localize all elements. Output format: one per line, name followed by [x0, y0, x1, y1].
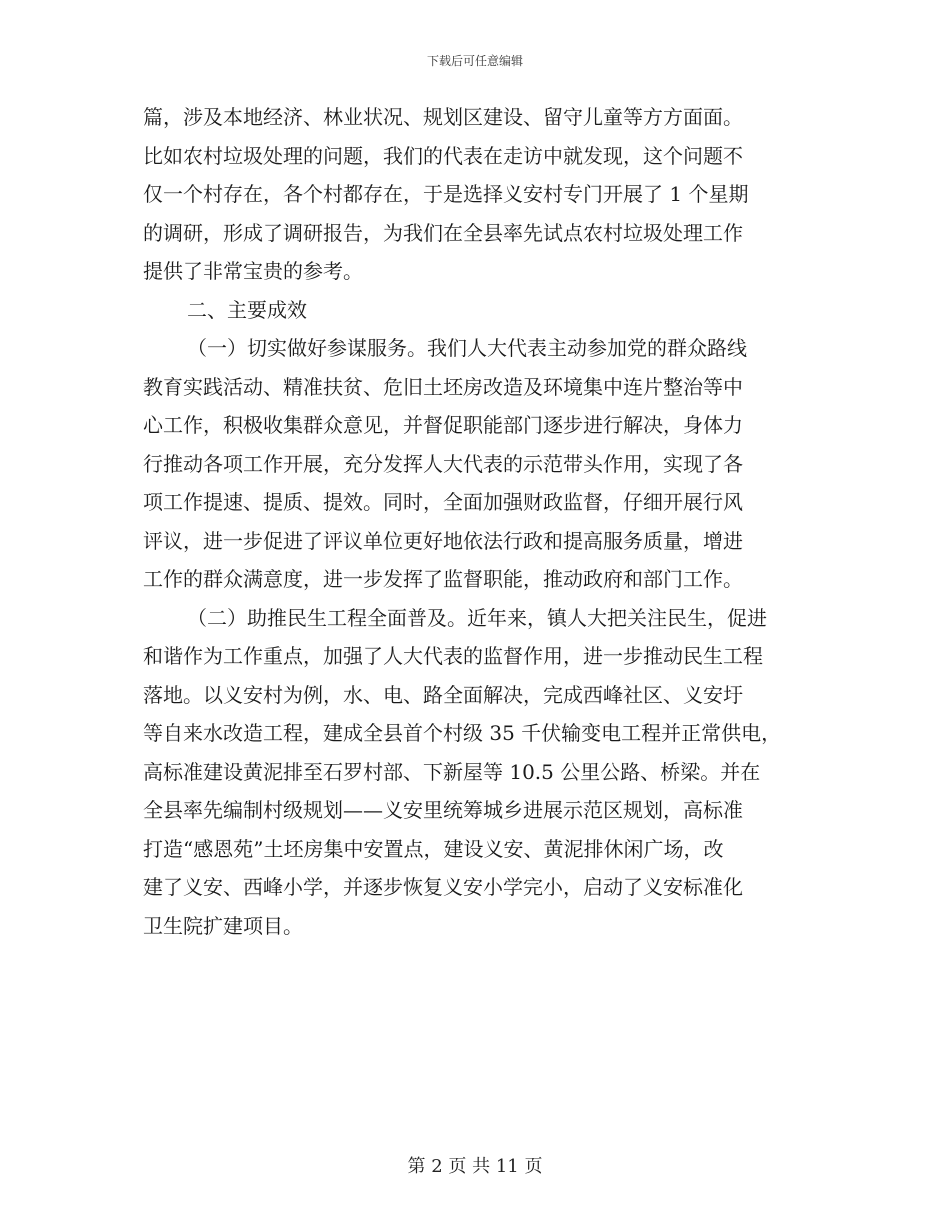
page-header: 下载后可任意编辑	[426, 54, 523, 68]
paragraph-line: 教育实践活动、精准扶贫、危旧土坯房改造及环境集中连片整治等中	[143, 374, 743, 399]
paragraph-line: 心工作，积极收集群众意见，并督促职能部门逐步进行解决，身体力	[143, 413, 743, 437]
paragraph-line: 打造“感恩苑”土坯房集中安置点，建设义安、黄泥排休闲广场，改	[143, 836, 724, 861]
paragraph-line: 全县率先编制村级规划——义安里统筹城乡进展示范区规划，高标准	[143, 798, 743, 822]
paragraph-line: （一）切实做好参谋服务。我们人大代表主动参加党的群众路线	[187, 336, 747, 360]
paragraph-line: 项工作提速、提质、提效。同时，全面加强财政监督，仔细开展行风	[143, 490, 743, 514]
paragraph-line: 落地。以义安村为例，水、电、路全面解决，完成西峰社区、义安圩	[143, 682, 743, 707]
paragraph-line: 仅一个村存在，各个村都存在，于是选择义安村专门开展了 1 个星期	[143, 182, 749, 206]
paragraph-line: 卫生院扩建项目。	[143, 913, 303, 938]
page-footer: 第 2 页 共 11 页	[407, 1156, 543, 1177]
body-text	[143, 98, 803, 945]
paragraph-line: 评议，进一步促进了评议单位更好地依法行政和提高服务质量，增进	[143, 528, 743, 553]
paragraph-line: 行推动各项工作开展，充分发挥人大代表的示范带头作用，实现了各	[143, 451, 743, 476]
paragraph-line: 篇，涉及本地经济、林业状况、规划区建设、留守儿童等方方面面。	[143, 105, 743, 129]
paragraph-line: 高标准建设黄泥排至石罗村部、下新屋等 10.5 公里公路、桥梁。并在	[143, 759, 761, 784]
paragraph-line: 比如农村垃圾处理的问题，我们的代表在走访中就发现，这个问题不	[143, 143, 743, 168]
paragraph-line: （二）助推民生工程全面普及。近年来，镇人大把关注民生，促进	[187, 605, 767, 630]
paragraph-line: 等自来水改造工程，建成全县首个村级 35 千伏输变电工程并正常供电，	[143, 721, 782, 745]
paragraph-line: 提供了非常宝贵的参考。	[143, 259, 363, 283]
paragraph-line: 的调研，形成了调研报告，为我们在全县率先试点农村垃圾处理工作	[143, 220, 743, 245]
paragraph-line: 和谐作为工作重点，加强了人大代表的监督作用，进一步推动民生工程	[143, 644, 763, 668]
paragraph-line: 建了义安、西峰小学，并逐步恢复义安小学完小，启动了义安标准化	[143, 875, 743, 899]
paragraph-line: 工作的群众满意度，进一步发挥了监督职能，推动政府和部门工作。	[143, 567, 743, 591]
section-heading: 二、主要成效	[187, 297, 307, 322]
